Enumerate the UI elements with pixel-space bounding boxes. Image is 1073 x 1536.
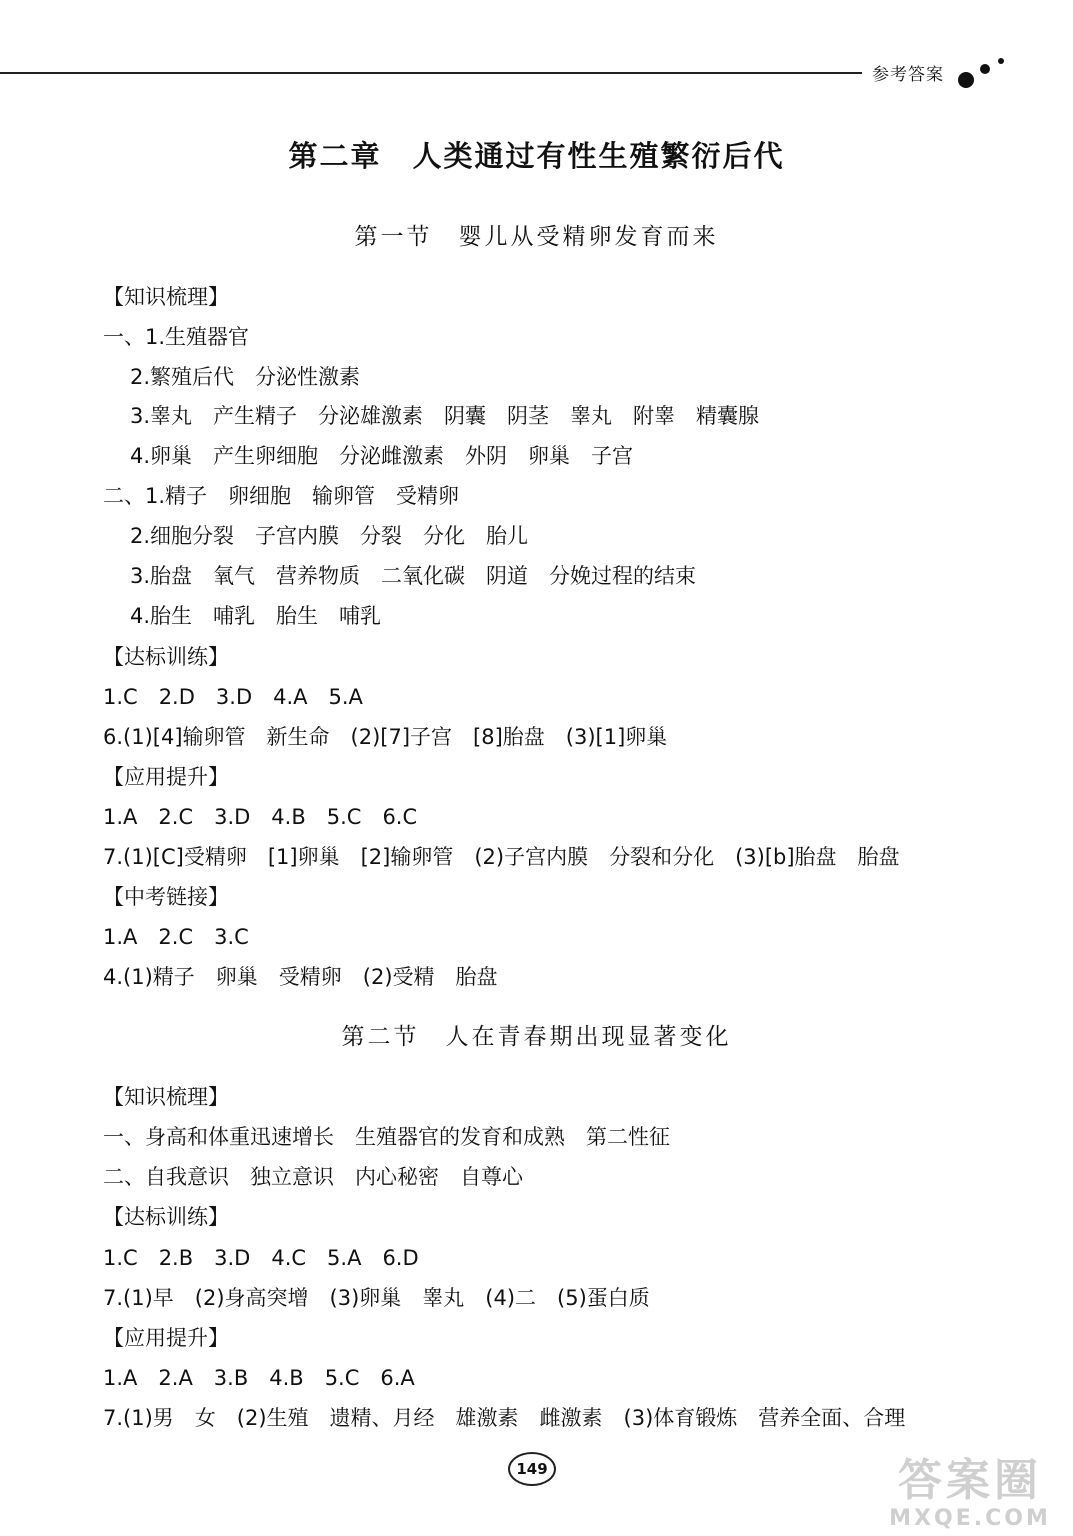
section-title: 第一节 婴儿从受精卵发育而来 — [354, 224, 719, 250]
page-number: 149 — [508, 1452, 556, 1486]
answer-line: 一、身高和体重迅速增长 生殖器官的发育和成熟 第二性征 — [103, 1125, 670, 1149]
heading-application: 【应用提升】 — [103, 765, 229, 789]
answer-line: 4.卵巢 产生卵细胞 分泌雌激素 外阴 卵巢 子宫 — [130, 444, 634, 468]
answer-line: 1.A 2.C 3.D 4.B 5.C 6.C — [103, 805, 418, 829]
answer-line: 1.C 2.B 3.D 4.C 5.A 6.D — [103, 1246, 419, 1270]
heading-knowledge: 【知识梳理】 — [103, 1085, 229, 1109]
answer-line: 3.睾丸 产生精子 分泌雄激素 阴囊 阴茎 睾丸 附睾 精囊腺 — [130, 404, 760, 428]
answer-line: 7.(1)早 (2)身高突增 (3)卵巢 睾丸 (4)二 (5)蛋白质 — [103, 1286, 650, 1310]
watermark-top: 答案圈 — [898, 1455, 1042, 1506]
answer-line: 二、1.精子 卵细胞 输卵管 受精卵 — [103, 484, 460, 508]
answer-line: 4.胎生 哺乳 胎生 哺乳 — [130, 604, 382, 628]
heading-application: 【应用提升】 — [103, 1326, 229, 1350]
header-dot-medium-icon — [980, 64, 990, 74]
watermark-bottom: MXQE.COM — [889, 1506, 1051, 1531]
answer-line: 7.(1)男 女 (2)生殖 遗精、月经 雄激素 雌激素 (3)体育锻炼 营养全面、合理 — [103, 1406, 906, 1430]
answer-line: 4.(1)精子 卵巢 受精卵 (2)受精 胎盘 — [103, 965, 498, 989]
answer-line: 一、1.生殖器官 — [103, 325, 250, 349]
watermark — [870, 1455, 1070, 1535]
header-label: 参考答案 — [872, 65, 944, 85]
heading-training: 【达标训练】 — [103, 1205, 229, 1229]
header-dot-large-icon — [958, 72, 974, 88]
header-dot-small-icon — [998, 58, 1004, 64]
answer-line: 2.繁殖后代 分泌性激素 — [130, 365, 361, 389]
answer-line: 6.(1)[4]输卵管 新生命 (2)[7]子宫 [8]胎盘 (3)[1]卵巢 — [103, 725, 668, 749]
answer-line: 7.(1)[C]受精卵 [1]卵巢 [2]输卵管 (2)子宫内膜 分裂和分化 (3)[b]胎盘 胎盘 — [103, 845, 900, 869]
answer-line: 2.细胞分裂 子宫内膜 分裂 分化 胎儿 — [130, 524, 529, 548]
answer-line: 二、自我意识 独立意识 内心秘密 自尊心 — [103, 1165, 523, 1189]
answer-line: 1.A 2.C 3.C — [103, 925, 249, 949]
heading-exam-link: 【中考链接】 — [103, 885, 229, 909]
heading-knowledge: 【知识梳理】 — [103, 285, 229, 309]
answer-line: 3.胎盘 氧气 营养物质 二氧化碳 阴道 分娩过程的结束 — [130, 564, 697, 588]
chapter-title: 第二章 人类通过有性生殖繁衍后代 — [288, 139, 785, 173]
answer-line: 1.A 2.A 3.B 4.B 5.C 6.A — [103, 1366, 415, 1390]
heading-training: 【达标训练】 — [103, 645, 229, 669]
answer-line: 1.C 2.D 3.D 4.A 5.A — [103, 685, 363, 709]
header-rule — [0, 72, 862, 74]
section-title: 第二节 人在青春期出现显著变化 — [341, 1024, 732, 1050]
